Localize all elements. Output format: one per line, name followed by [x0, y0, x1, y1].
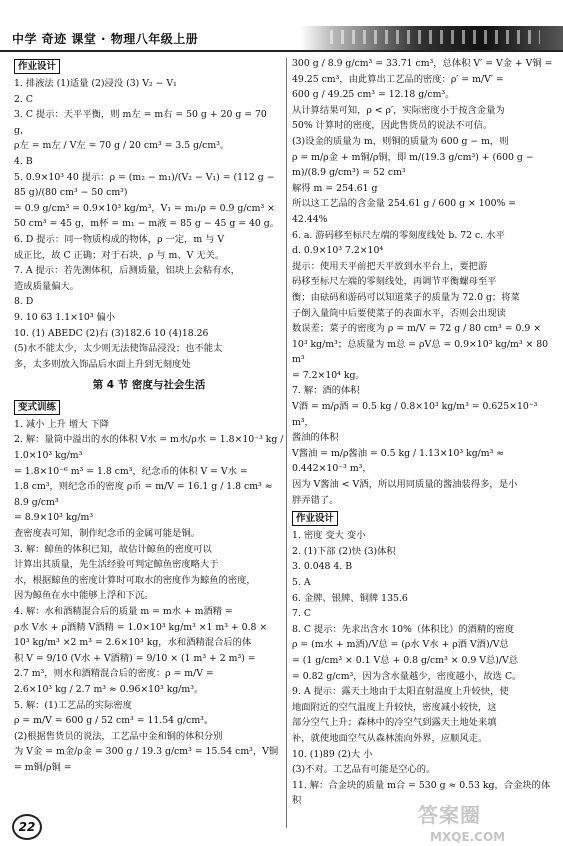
- answer-line: 300 g / 8.9 g/cm³ = 33.71 cm³，总体积 V′ = V金 + V铜 =: [292, 58, 553, 69]
- answer-line: 600 g / 49.25 cm³ = 12.18 g/cm³。: [292, 89, 455, 101]
- section-label: 作业设计: [14, 59, 60, 74]
- answer-line: ρ = m/ρ金 + m铜/ρ铜，即 m/(19.3 g/cm³) + (600 g − m)/(8.9 g/cm³) = 52 cm³: [292, 151, 534, 179]
- answer-line: 9. A 提示：露天土地由于太阳直射温度上升较快，使: [292, 686, 509, 698]
- answer-line: = 0.82 g/cm³，因为含水量越少，密度越小，故选 C。: [292, 670, 522, 682]
- answer-line: = 7.2×10⁴ kg。: [292, 369, 365, 381]
- answer-line: 4. B: [14, 155, 33, 167]
- answer-line: ρ = (m水 + m酒)/V总 = (ρ水 V水 + ρ酒 V酒)/V总: [292, 639, 509, 651]
- answer-line: V酒 = m/ρ酒 = 0.5 kg / 0.8×10³ kg/m³ = 0.625×10⁻³ m³，: [292, 401, 538, 428]
- answer-line: 10³ kg/m³；总质量为 m总 = ρV总 = 0.9×10³ kg/m³ × 80 m³: [292, 338, 549, 366]
- answer-line: 49.25 cm³，由此算出工艺品的密度：ρ′ = m/V′ =: [292, 73, 504, 85]
- right-column: [292, 56, 554, 809]
- answer-line: 1.8 cm³，则纪念币的密度 ρ币 = m/V = 16.1 g / 1.8 cm³ ≈ 8.9 g/cm³: [14, 481, 273, 508]
- answer-line: 造成质量偏大。: [14, 280, 80, 292]
- answer-line: ρ水 V水 + ρ酒精 V酒精 = 1.0×10³ kg/m³ ×1 m³ + 0.8 ×: [14, 621, 268, 633]
- answer-line: 码移至标尺左端的零刻线处，再调节平衡螺母至平: [292, 276, 497, 288]
- answer-line: 提示：使用天平前把天平放到水平台上，要把游: [292, 260, 488, 272]
- answer-line: 因为鲸鱼在水中能够上浮和下沉。: [14, 590, 154, 602]
- left-column: [14, 56, 284, 776]
- answer-line: 1. 减小 上升 增大 下降: [14, 418, 110, 430]
- answer-line: 5. 解：(1)工艺品的实际密度: [14, 699, 132, 711]
- answer-line: 5. A: [292, 577, 311, 588]
- answer-line: 1. 排液法 (1)适量 (2)浸没 (3) V₂ − V₁: [14, 78, 177, 89]
- answer-line: ρ = m/V = 600 g / 52 cm³ = 11.54 g/cm³。: [14, 715, 214, 727]
- answer-line: 2. C: [14, 93, 33, 105]
- answer-line: = 0.9 g/cm³ = 0.9×10³ kg/m³，V₁ = m₁/ρ = 0.9 g/cm³ ×: [14, 202, 275, 214]
- answer-line: 数误差；菜子的密度为 ρ = m/V = 72 g / 80 cm³ = 0.9 ×: [292, 323, 541, 335]
- answer-line: (2)根据售货员的说法，工艺品中金和铜的体积分别: [14, 730, 223, 742]
- answer-line: 10³ kg/m³ ×2 m³ = 2.6×10³ kg，水和酒精混合后的体: [14, 637, 252, 649]
- answer-line: 胖弄错了。: [292, 494, 339, 506]
- section-label-row: [14, 56, 284, 76]
- answer-line: 2. (1)下部 (2)快 (3)体积: [292, 545, 396, 557]
- answer-line: 因为 V酱油 < V酒，所以用同质量的酱油装得多，是小: [292, 479, 518, 491]
- answer-line: 多，太多则放入饰品后水面上升到无刻度处: [14, 358, 191, 370]
- answer-line: 7. 解：酒的体积: [292, 385, 360, 397]
- answer-line: 积 V = 9/10 (V水 + V酒精) = 9/10 × (1 m³ + 2 m³) =: [14, 652, 256, 664]
- answer-line: 衡；由砝码和游码可以知道菜子的质量为 72.0 g；将菜: [292, 291, 520, 303]
- answer-line: 8. D: [14, 296, 34, 308]
- section-label-row: [14, 397, 284, 417]
- column-divider: [286, 58, 287, 828]
- answer-line: 为 V金 = m金/ρ金 = 300 g / 19.3 g/cm³ = 15.54 cm³，V铜 = m铜/ρ铜 =: [14, 746, 279, 773]
- answer-line: 7. C: [292, 608, 311, 620]
- page-header: [0, 0, 563, 56]
- section-heading: 第 4 节 密度与社会生活: [92, 379, 206, 392]
- answer-line: 地面附近的空气温度上升较快，密度减小较快，这: [292, 701, 497, 713]
- answer-line: 11. 解：合金块的质量 m合 = 530 g ≈ 0.53 kg，合金块的体积: [292, 779, 551, 807]
- section-label: 作业设计: [292, 511, 338, 526]
- answer-line: (3)设金的质量为 m，则铜的质量为 600 g − m，则: [292, 135, 509, 147]
- answer-line: 查密度表可知，制作纪念币的金属可能是铜。: [14, 528, 200, 540]
- answer-line: 2.7 m³，则水和酒精混合后的密度：ρ = m/V =: [14, 668, 214, 680]
- answer-line: = (1 g/cm³ × 0.1 V总 + 0.8 g/cm³ × 0.9 V总)/V总: [292, 654, 519, 666]
- answer-line: 7. A 提示：若先测体积，后测质量，铝块上会粘有水，: [14, 265, 241, 277]
- answer-line: 成正比，故 C 正确；对于石块，ρ 与 m、V 无关。: [14, 249, 225, 261]
- section-label-row: [292, 508, 554, 528]
- answer-line: = 8.9×10³ kg/m³: [14, 512, 94, 524]
- answer-line: 子倒入量筒中后要使菜子的表面水平，否则会出现读: [292, 307, 506, 319]
- answer-line: = 1.8×10⁻⁶ m³ = 1.8 cm³，纪念币的体积 V = V水 =: [14, 465, 248, 477]
- answer-line: 9. 10 63 1.1×10³ 偏小: [14, 311, 116, 323]
- answer-line: 10. (1)89 (2)大 小: [292, 748, 373, 760]
- answer-line: 10. (1) ABEDC (2)右 (3)182.6 10 (4)18.26: [14, 327, 209, 339]
- answer-line: 5. 0.9×10³ 40 提示：ρ = (m₂ − m₁)/(V₂ − V₁) = (112 g − 85 g)/(80 cm³ − 50 cm³): [14, 171, 275, 199]
- answer-line: (3)不对。工艺品有可能是空心的。: [292, 764, 436, 776]
- header-decoration: [300, 26, 563, 50]
- answer-line: 3. 0.048 4. B: [292, 561, 353, 573]
- answer-line: ρ左 = m左 / V左 = 70 g / 20 cm³ = 3.5 g/cm³。: [14, 140, 230, 152]
- header-rule: [0, 50, 563, 52]
- answer-line: 2. 解：量筒中溢出的水的体积 V水 = m水/ρ水 = 1.8×10⁻³ kg / 1.0×10³ kg/m³: [14, 434, 284, 462]
- answer-line: 补，就使地面空气从森林流向外界，应顺风走。: [292, 732, 488, 744]
- answer-line: 4. 解：水和酒精混合后的质量 m = m水 + m酒精 =: [14, 606, 233, 617]
- answer-line: d. 0.9×10³ 7.2×10⁴: [292, 245, 384, 257]
- answer-line: 1. 密度 变大 变小: [292, 530, 366, 542]
- watermark-logo: 答案圈: [418, 803, 481, 827]
- answer-line: 酱油的体积: [292, 432, 339, 444]
- answer-line: 计算出其质量，先生活经验可判定鲸鱼密度略大于: [14, 559, 219, 571]
- page-number: 22: [12, 814, 42, 840]
- answer-line: 6. a. 游码移至标尺左端的零刻度线处 b. 72 c. 水平: [292, 229, 505, 241]
- answer-line: 6. D 提示：同一物质构成的物体，ρ 一定，m 与 V: [14, 233, 225, 245]
- answer-line: 8. C 提示：先求出含水 10%（体积比）的酒精的密度: [292, 623, 515, 635]
- section-label: 变式训练: [14, 400, 60, 415]
- answer-line: 所以这工艺品的含金量 254.61 g / 600 g × 100% = 42.44%: [292, 198, 517, 225]
- answer-line: 50 cm³ = 45 g，m杯 = m₁ − m液 = 85 g − 45 g = 40 g。: [14, 218, 280, 230]
- answer-line: (5)水不能太少，太少则无法使饰品浸没；也不能太: [14, 343, 223, 355]
- answer-line: V酱油 = m/ρ酱油 = 0.5 kg / 1.13×10³ kg/m³ ≈ 0.442×10⁻³ m³，: [292, 447, 505, 475]
- watermark-url: MXQE.COM: [430, 830, 506, 844]
- answer-line: 3. C 提示：天平平衡，则 m左 = m右 = 50 g + 20 g = 70 g，: [14, 109, 267, 136]
- answer-line: 部分空气上升；森林中的冷空气到露天土地处来填: [292, 717, 497, 729]
- answer-line: 6. 金牌、银牌、铜牌 135.6: [292, 592, 408, 604]
- answer-line: 从计算结果可知，ρ < ρ′，实际密度小于按含金量为: [292, 104, 505, 116]
- answer-line: 水，根据鲸鱼的密度计算时可取水的密度作为鲸鱼的密度，: [14, 574, 256, 586]
- answer-line: 3. 解：鲸鱼的体积已知，故估计鲸鱼的密度可以: [14, 543, 212, 555]
- answer-line: 50% 计算时的密度，因此售货员的说法不可信。: [292, 120, 493, 132]
- answer-line: 解得 m = 254.61 g: [292, 182, 378, 194]
- answer-line: 2.6×10³ kg / 2.7 m³ ≈ 0.96×10³ kg/m³。: [14, 683, 204, 695]
- header-title: 中学 奇迹 课堂 · 物理八年级上册: [12, 32, 199, 46]
